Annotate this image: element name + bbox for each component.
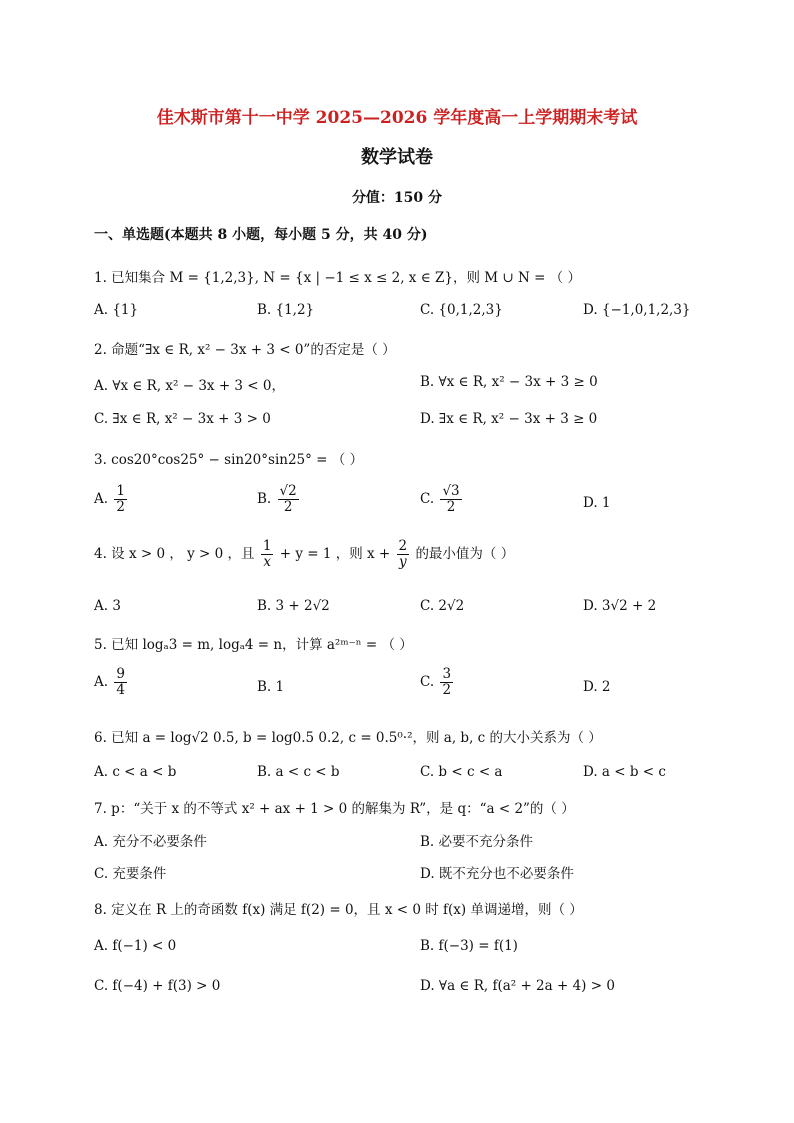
exam-title: 佳木斯市第十一中学 2025—2026 学年度高一上学期期末考试 [156, 108, 638, 128]
q1-option-b: B. {1,2} [257, 302, 315, 318]
q4-option-a: A. 3 [94, 598, 121, 614]
fraction [440, 484, 461, 515]
q5-option-d: D. 2 [583, 679, 611, 695]
question-7: 7. p：“关于 x 的不等式 x² + ax + 1 > 0 的解集为 R”，是 q：“a < 2”的（ ） [94, 801, 575, 817]
q3-option-c [420, 484, 464, 515]
q5-option-a [94, 667, 129, 698]
q1-option-a: A. {1} [94, 302, 139, 318]
fraction [278, 484, 299, 515]
option-letter: B. [257, 490, 272, 507]
option-letter: C. [420, 490, 435, 507]
q6-option-c: C. b < c < a [420, 764, 503, 780]
question-8: 8. 定义在 R 上的奇函数 f(x) 满足 f(2) = 0，且 x < 0 时 f(x) 单调递增，则（ ） [94, 902, 583, 918]
numerator: √3 [442, 483, 460, 499]
question-1: 1. 已知集合 M = {1,2,3}, N = {x | −1 ≤ x ≤ 2, x ∈ Z}，则 M ∪ N = （ ） [94, 270, 581, 286]
q2-option-b: B. ∀x ∈ R, x² − 3x + 3 ≥ 0 [420, 374, 598, 390]
numerator: 9 [116, 666, 125, 682]
denominator: x [263, 553, 271, 570]
q3-option-b [257, 484, 301, 515]
score-line: 分值：150 分 [351, 190, 443, 206]
question-4 [94, 539, 514, 570]
q4-option-b: B. 3 + 2√2 [257, 598, 330, 614]
q2-option-c: C. ∃x ∈ R, x² − 3x + 3 > 0 [94, 411, 271, 427]
q4-option-c: C. 2√2 [420, 598, 465, 614]
question-3: 3. cos20°cos25° − sin20°sin25° = （ ） [94, 452, 364, 468]
q1-option-d: D. {−1,0,1,2,3} [583, 302, 691, 318]
q8-option-a: A. f(−1) < 0 [94, 938, 177, 954]
fraction [114, 484, 127, 515]
q4-stem-a: 4. 设 x > 0 ， y > 0 ，且 [94, 545, 255, 562]
numerator: 1 [116, 483, 125, 499]
q8-option-b: B. f(−3) = f(1) [420, 938, 518, 954]
q1-option-c: C. {0,1,2,3} [420, 302, 503, 318]
q2-option-d: D. ∃x ∈ R, x² − 3x + 3 ≥ 0 [420, 411, 598, 427]
section-heading: 一、单选题(本题共 8 小题，每小题 5 分，共 40 分) [94, 227, 428, 243]
q6-option-a: A. c < a < b [94, 764, 177, 780]
numerator: √2 [279, 483, 297, 499]
q5-option-b: B. 1 [257, 679, 285, 695]
fraction [114, 667, 127, 698]
denominator: 2 [442, 681, 452, 698]
q8-option-c: C. f(−4) + f(3) > 0 [94, 978, 221, 994]
denominator: 2 [116, 498, 125, 515]
q7-option-d: D. 既不充分也不必要条件 [420, 866, 574, 882]
q8-option-d: D. ∀a ∈ R, f(a² + 2a + 4) > 0 [420, 978, 615, 994]
q7-option-a: A. 充分不必要条件 [94, 834, 207, 850]
question-5: 5. 已知 logₐ3 = m, logₐ4 = n，计算 a²ᵐ⁻ⁿ = （ ） [94, 637, 413, 653]
denominator: 2 [283, 498, 293, 515]
denominator: y [399, 553, 407, 570]
denominator: 2 [446, 498, 456, 515]
numerator: 3 [442, 666, 452, 682]
q3-option-a [94, 484, 129, 515]
option-letter: A. [94, 673, 109, 690]
option-letter: A. [94, 490, 109, 507]
fraction [261, 539, 274, 570]
q7-option-c: C. 充要条件 [94, 866, 167, 882]
q4-stem-c: 的最小值为（ ） [415, 545, 515, 562]
fraction [397, 539, 410, 570]
q5-option-c [420, 667, 455, 698]
q6-option-b: B. a < c < b [257, 764, 340, 780]
q4-stem-b: + y = 1 ，则 x + [279, 545, 391, 562]
option-letter: C. [420, 673, 435, 690]
exam-subtitle: 数学试卷 [361, 147, 433, 168]
numerator: 1 [262, 538, 272, 554]
question-6: 6. 已知 a = log√2 0.5, b = log0.5 0.2, c = 0.5⁰·²，则 a, b, c 的大小关系为（ ） [94, 730, 602, 746]
denominator: 4 [116, 681, 125, 698]
fraction [440, 667, 453, 698]
q2-option-a: A. ∀x ∈ R, x² − 3x + 3 < 0， [94, 378, 286, 394]
q3-option-d: D. 1 [583, 495, 611, 511]
numerator: 2 [398, 538, 408, 554]
q6-option-d: D. a < b < c [583, 764, 666, 780]
q4-option-d: D. 3√2 + 2 [583, 598, 657, 614]
q7-option-b: B. 必要不充分条件 [420, 834, 534, 850]
question-2: 2. 命题“∃x ∈ R, x² − 3x + 3 < 0”的否定是（ ） [94, 342, 396, 358]
